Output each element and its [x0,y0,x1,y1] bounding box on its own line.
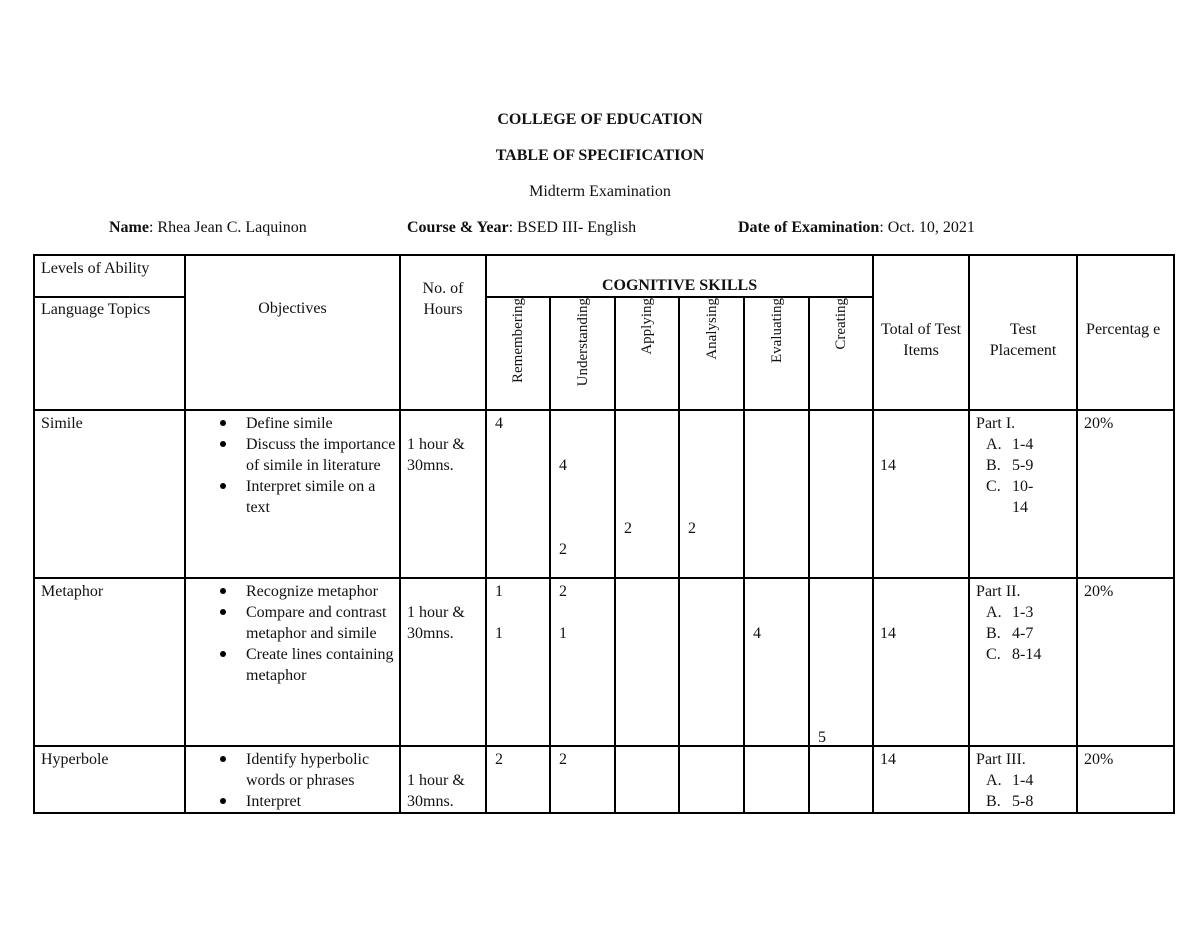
understanding-cell [550,410,615,578]
percentage-label: Percentag e [1086,321,1161,338]
list-item [986,455,1070,476]
name-info [109,219,307,237]
list-item: Compare and contrast metaphor and simile [246,602,399,644]
total-value: 14 [880,625,897,642]
language-topics-label: Language Topics [41,301,151,318]
placement-part: Part III. [976,751,1026,768]
list-item: Define simile [246,413,399,434]
date-label: Date of Examination [738,219,880,236]
value: 2 [559,751,567,768]
placement-list [976,770,1070,812]
placement-marker: C. [986,646,1001,663]
remembering-cell [486,578,550,746]
document-title: TABLE OF SPECIFICATION [495,147,705,164]
topic-label: Simile [41,415,83,432]
test-placement-label: Test Placement [989,321,1057,359]
hours-label: No. of Hours [422,280,464,318]
list-item: Create lines containing metaphor [246,644,399,686]
percentage-header [1077,255,1174,410]
value: 4 [495,415,503,432]
placement-cell [969,578,1077,746]
hours-cell [400,746,486,813]
list-item [986,602,1070,623]
table-row [34,746,1174,813]
hours-value: 1 hour & 30mns. [407,772,465,810]
percentage-value: 20% [1084,751,1114,768]
percentage-value: 20% [1084,583,1114,600]
value: 1 [495,583,503,600]
list-item: Interpret simile on a text [246,476,399,518]
analysing-cell [679,578,744,746]
evaluating-cell [744,578,809,746]
placement-marker: C. [986,478,1001,495]
placement-part: Part II. [976,583,1021,600]
value: 2 [559,541,567,558]
objectives-cell [185,410,400,578]
placement-list [976,434,1070,518]
skill-creating-header [809,297,873,410]
cognitive-skills-label: COGNITIVE SKILLS [601,277,758,294]
creating-cell [809,410,873,578]
objectives-list [186,413,399,518]
hours-header [400,255,486,410]
list-item [986,434,1070,455]
value: 2 [559,583,567,600]
date-value: : Oct. 10, 2021 [879,219,975,236]
total-cell [873,578,969,746]
objectives-header [185,255,400,410]
placement-range: 1-3 [1012,604,1034,621]
topic-cell [34,578,185,746]
list-item [986,644,1070,665]
total-cell [873,410,969,578]
remembering-cell [486,410,550,578]
placement-range: 1-4 [1012,436,1034,453]
placement-marker: B. [986,457,1001,474]
college-title: COLLEGE OF EDUCATION [497,111,703,128]
course-value: : BSED III- English [508,219,637,236]
list-item: Interpret [246,791,399,812]
levels-of-ability-header [34,255,185,297]
evaluating-cell [744,746,809,813]
course-info [407,219,636,237]
hours-cell [400,578,486,746]
placement-marker: A. [986,772,1002,789]
topic-cell [34,746,185,813]
table-row [34,410,1174,578]
skill-creating-label: Creating [833,298,850,350]
total-items-header [873,255,969,410]
understanding-cell [550,746,615,813]
objectives-cell [185,746,400,813]
list-item: Recognize metaphor [246,581,399,602]
analysing-cell [679,410,744,578]
placement-range: 5-9 [1012,457,1034,474]
skill-applying-label: Applying [639,298,655,355]
skill-evaluating-label: Evaluating [768,298,785,363]
applying-cell [615,410,679,578]
creating-cell [809,746,873,813]
placement-marker: B. [986,625,1001,642]
placement-marker: A. [986,436,1002,453]
value: 1 [559,625,567,642]
placement-marker: B. [986,793,1001,810]
percentage-cell [1077,578,1174,746]
levels-of-ability-label: Levels of Ability [41,260,150,277]
placement-range: 1-4 [1012,772,1034,789]
objectives-list [186,749,399,812]
percentage-cell [1077,746,1174,813]
objectives-list [186,581,399,686]
skill-applying-header [615,297,679,410]
list-item: Discuss the importance of simile in literature [246,434,399,476]
skill-understanding-label: Understanding [574,298,591,387]
name-label: Name [109,219,149,236]
total-cell [873,746,969,813]
total-value: 14 [880,457,897,474]
value: 2 [495,751,503,768]
value: 1 [495,625,503,642]
course-label: Course & Year [407,219,509,236]
list-item [986,623,1070,644]
topic-label: Metaphor [41,583,104,600]
value: 2 [624,520,632,537]
topic-cell [34,410,185,578]
list-item [986,791,1070,812]
hours-value: 1 hour & 30mns. [407,436,465,474]
exam-title: Midterm Examination [529,183,671,200]
skill-remembering-label: Remembering [510,298,526,383]
percentage-value: 20% [1084,415,1114,432]
language-topics-header [34,297,185,410]
placement-marker: A. [986,604,1002,621]
placement-cell [969,746,1077,813]
date-info [738,219,975,237]
remembering-cell [486,746,550,813]
list-item [986,476,1034,518]
percentage-cell [1077,410,1174,578]
placement-range: 8-14 [1012,646,1042,663]
placement-cell [969,410,1077,578]
skill-evaluating-header [744,297,809,410]
hours-cell [400,410,486,578]
value: 2 [688,520,696,537]
placement-range: 10-14 [1012,478,1034,516]
list-item: Identify hyperbolic words or phrases [246,749,399,791]
evaluating-cell [744,410,809,578]
objectives-label: Objectives [258,300,327,317]
total-items-label: Total of Test Items [880,321,962,359]
skill-analysing-header [679,297,744,410]
analysing-cell [679,746,744,813]
understanding-cell [550,578,615,746]
specification-table [33,254,1175,814]
list-item [986,770,1070,791]
value: 5 [818,729,826,746]
placement-range: 4-7 [1012,625,1034,642]
name-value: : Rhea Jean C. Laquinon [148,219,307,236]
skill-analysing-label: Analysing [703,298,720,360]
skill-understanding-header [550,297,615,410]
total-value: 14 [880,751,897,768]
applying-cell [615,746,679,813]
cognitive-skills-header [486,255,873,297]
hours-value: 1 hour & 30mns. [407,604,465,642]
test-placement-header [969,255,1077,410]
header-row-top [34,255,1174,297]
creating-cell [809,578,873,746]
placement-list [976,602,1070,665]
value: 4 [753,625,761,642]
skill-remembering-header [486,297,550,410]
placement-part: Part I. [976,415,1016,432]
value: 4 [559,457,567,474]
applying-cell [615,578,679,746]
topic-label: Hyperbole [41,751,109,768]
placement-range: 5-8 [1012,793,1034,810]
table-row [34,578,1174,746]
objectives-cell [185,578,400,746]
